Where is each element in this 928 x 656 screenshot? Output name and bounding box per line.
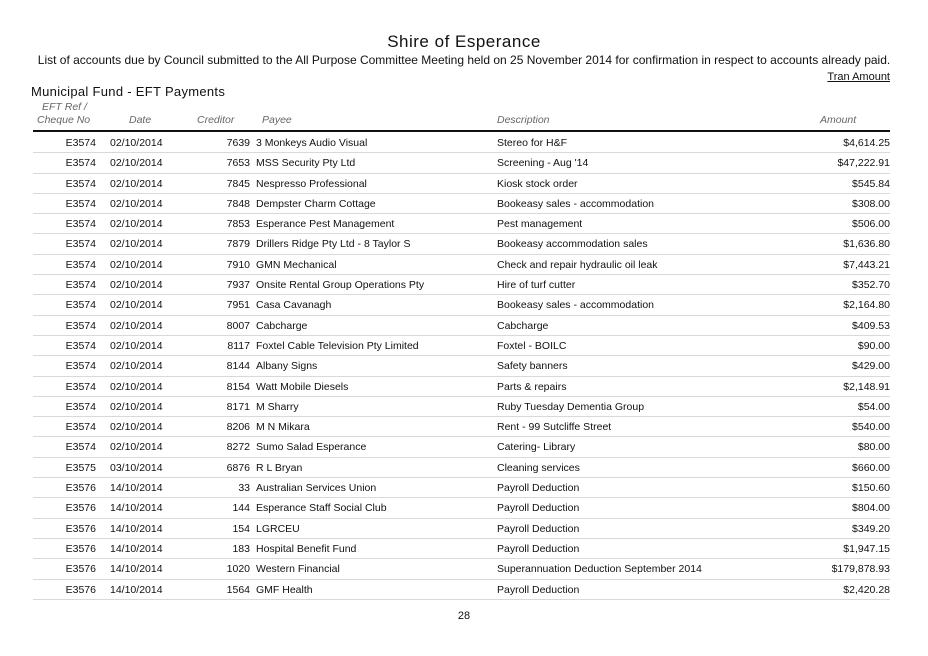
cell-creditor: 1564 xyxy=(226,583,250,596)
cell-amount: $660.00 xyxy=(852,461,890,474)
cell-creditor: 7951 xyxy=(226,299,250,312)
cell-date: 14/10/2014 xyxy=(110,502,163,515)
cell-payee: 3 Monkeys Audio Visual xyxy=(256,137,368,149)
cell-ref: E3576 xyxy=(65,522,96,535)
cell-date: 14/10/2014 xyxy=(110,482,163,495)
cell-date: 02/10/2014 xyxy=(110,421,163,434)
cell-payee: Esperance Staff Social Club xyxy=(256,502,387,515)
cell-payee: Esperance Pest Management xyxy=(256,218,395,231)
table-row xyxy=(33,356,890,376)
cell-amount: $506.00 xyxy=(852,218,890,231)
table-row xyxy=(33,559,890,579)
cell-ref: E3574 xyxy=(65,137,96,149)
cell-payee: Foxtel Cable Television Pty Limited xyxy=(256,339,419,352)
cell-payee: M Sharry xyxy=(256,400,299,413)
cell-ref: E3574 xyxy=(65,177,96,190)
cell-description: Bookeasy sales - accommodation xyxy=(497,299,654,312)
cell-ref: E3576 xyxy=(65,563,96,576)
cell-amount: $54.00 xyxy=(857,400,890,413)
cell-description: Hire of turf cutter xyxy=(497,279,576,292)
cell-creditor: 33 xyxy=(238,482,250,495)
cell-description: Kiosk stock order xyxy=(497,177,578,190)
cell-creditor: 7653 xyxy=(226,157,250,170)
table-row xyxy=(33,194,890,214)
cell-ref: E3576 xyxy=(65,502,96,515)
table-row xyxy=(33,397,890,417)
cell-payee: Drillers Ridge Pty Ltd - 8 Taylor S xyxy=(256,238,411,251)
cell-description: Safety banners xyxy=(497,360,568,373)
cell-ref: E3574 xyxy=(65,258,96,271)
cell-payee: Onsite Rental Group Operations Pty xyxy=(256,279,425,292)
cell-date: 02/10/2014 xyxy=(110,319,163,332)
cell-description: Payroll Deduction xyxy=(497,502,580,515)
cell-creditor: 6876 xyxy=(226,461,250,474)
cell-creditor: 7845 xyxy=(226,177,250,190)
cell-amount: $179,878.93 xyxy=(831,563,890,576)
cell-creditor: 154 xyxy=(232,522,250,535)
cell-payee: Nespresso Professional xyxy=(256,177,367,190)
cell-creditor: 8171 xyxy=(226,400,250,413)
cell-creditor: 183 xyxy=(232,542,250,555)
cell-amount: $2,148.91 xyxy=(843,380,890,393)
cell-creditor: 1020 xyxy=(226,563,250,576)
cell-amount: $2,420.28 xyxy=(843,583,890,596)
cell-creditor: 7937 xyxy=(226,279,250,292)
cell-creditor: 8117 xyxy=(227,339,250,352)
cell-date: 02/10/2014 xyxy=(110,279,163,292)
cell-description: Bookeasy sales - accommodation xyxy=(497,197,654,210)
table-row xyxy=(33,133,890,153)
cell-payee: LGRCEU xyxy=(256,522,300,535)
cell-payee: Hospital Benefit Fund xyxy=(256,542,357,555)
cell-amount: $2,164.80 xyxy=(843,299,890,312)
header-creditor: Creditor xyxy=(197,114,235,126)
cell-ref: E3574 xyxy=(65,339,96,352)
cell-creditor: 7879 xyxy=(226,238,250,251)
cell-creditor: 8154 xyxy=(226,380,250,393)
cell-amount: $7,443.21 xyxy=(843,258,890,271)
cell-date: 14/10/2014 xyxy=(110,522,163,535)
cell-creditor: 8144 xyxy=(226,360,250,373)
cell-ref: E3574 xyxy=(65,421,96,434)
cell-date: 02/10/2014 xyxy=(110,218,163,231)
cell-payee: GMN Mechanical xyxy=(256,258,337,271)
cell-amount: $804.00 xyxy=(852,502,890,515)
cell-ref: E3574 xyxy=(65,279,96,292)
cell-description: Cabcharge xyxy=(497,319,549,332)
cell-ref: E3574 xyxy=(65,299,96,312)
table-row xyxy=(33,153,890,173)
cell-amount: $47,222.91 xyxy=(837,157,890,170)
cell-ref: E3574 xyxy=(65,360,96,373)
cell-description: Bookeasy accommodation sales xyxy=(497,238,648,251)
cell-ref: E3575 xyxy=(65,461,96,474)
cell-amount: $1,636.80 xyxy=(843,238,890,251)
cell-description: Screening - Aug '14 xyxy=(497,157,589,170)
cell-payee: Australian Services Union xyxy=(256,482,377,495)
header-ref-line1: EFT Ref / xyxy=(42,101,87,113)
cell-ref: E3574 xyxy=(65,197,96,210)
table-row xyxy=(33,174,890,194)
document-title: Shire of Esperance xyxy=(387,32,541,51)
cell-amount: $429.00 xyxy=(852,360,890,373)
cell-ref: E3574 xyxy=(65,157,96,170)
cell-description: Payroll Deduction xyxy=(497,522,580,535)
cell-payee: Casa Cavanagh xyxy=(256,299,332,312)
cell-date: 02/10/2014 xyxy=(110,137,163,149)
cell-date: 02/10/2014 xyxy=(110,441,163,454)
cell-amount: $352.70 xyxy=(852,279,890,292)
cell-description: Cleaning services xyxy=(497,461,580,474)
cell-date: 02/10/2014 xyxy=(110,380,163,393)
cell-amount: $540.00 xyxy=(852,421,890,434)
tran-amount-label: Tran Amount xyxy=(827,71,890,83)
header-ref-line2: Cheque No xyxy=(37,114,91,126)
cell-payee: M N Mikara xyxy=(256,421,310,434)
fund-title: Municipal Fund - EFT Payments xyxy=(31,84,226,99)
cell-payee: Sumo Salad Esperance xyxy=(256,441,367,454)
cell-amount: $80.00 xyxy=(857,441,890,454)
header-payee: Payee xyxy=(262,114,292,126)
cell-description: Pest management xyxy=(497,218,583,231)
cell-description: Check and repair hydraulic oil leak xyxy=(497,258,658,271)
cell-date: 02/10/2014 xyxy=(110,400,163,413)
cell-amount: $545.84 xyxy=(852,177,890,190)
table-row xyxy=(33,498,890,518)
cell-creditor: 8007 xyxy=(226,319,250,332)
cell-description: Payroll Deduction xyxy=(497,482,580,495)
table-row xyxy=(33,519,890,539)
table-row xyxy=(33,437,890,457)
table-row xyxy=(33,214,890,234)
cell-date: 02/10/2014 xyxy=(110,339,163,352)
header-description: Description xyxy=(497,114,550,126)
cell-amount: $308.00 xyxy=(852,197,890,210)
cell-creditor: 144 xyxy=(232,502,250,515)
table-row xyxy=(33,275,890,295)
header-amount: Amount xyxy=(820,114,857,126)
cell-description: Payroll Deduction xyxy=(497,583,580,596)
cell-description: Rent - 99 Sutcliffe Street xyxy=(497,421,612,434)
table-row xyxy=(33,458,890,478)
header-divider xyxy=(33,130,890,132)
cell-ref: E3574 xyxy=(65,319,96,332)
cell-ref: E3574 xyxy=(65,400,96,413)
table-row xyxy=(33,377,890,397)
table-row xyxy=(33,539,890,559)
page-number: 28 xyxy=(457,610,471,622)
cell-amount: $1,947.15 xyxy=(843,542,890,555)
cell-payee: GMF Health xyxy=(256,583,313,596)
table-row xyxy=(33,478,890,498)
cell-ref: E3576 xyxy=(65,482,96,495)
cell-payee: Cabcharge xyxy=(256,319,308,332)
document-subtitle: List of accounts due by Council submitted to the All Purpose Committee Meeting held on 25 November 2014 for confirmation in respect to accounts already paid. xyxy=(37,53,891,67)
cell-date: 02/10/2014 xyxy=(110,360,163,373)
cell-payee: Albany Signs xyxy=(256,360,318,373)
cell-description: Parts & repairs xyxy=(497,380,567,393)
cell-date: 02/10/2014 xyxy=(110,238,163,251)
cell-date: 02/10/2014 xyxy=(110,258,163,271)
cell-date: 14/10/2014 xyxy=(110,542,163,555)
table-row xyxy=(33,417,890,437)
cell-payee: Western Financial xyxy=(256,563,340,576)
table-row xyxy=(33,295,890,315)
cell-creditor: 7639 xyxy=(226,137,250,149)
table-row xyxy=(33,255,890,275)
cell-amount: $4,614.25 xyxy=(843,137,890,149)
cell-description: Stereo for H&F xyxy=(497,137,568,149)
cell-payee: MSS Security Pty Ltd xyxy=(256,157,356,170)
cell-date: 02/10/2014 xyxy=(110,197,163,210)
header-date: Date xyxy=(129,114,152,126)
cell-date: 14/10/2014 xyxy=(110,563,163,576)
cell-creditor: 8272 xyxy=(226,441,250,454)
cell-ref: E3576 xyxy=(65,542,96,555)
cell-ref: E3574 xyxy=(65,441,96,454)
cell-ref: E3574 xyxy=(65,218,96,231)
table-row xyxy=(33,336,890,356)
cell-date: 02/10/2014 xyxy=(110,177,163,190)
cell-ref: E3574 xyxy=(65,380,96,393)
cell-creditor: 7853 xyxy=(226,218,250,231)
cell-payee: Watt Mobile Diesels xyxy=(256,380,349,393)
table-row xyxy=(33,316,890,336)
cell-creditor: 8206 xyxy=(226,421,250,434)
payments-table xyxy=(33,133,890,600)
cell-amount: $90.00 xyxy=(857,339,890,352)
cell-payee: Dempster Charm Cottage xyxy=(256,197,376,210)
cell-description: Superannuation Deduction September 2014 xyxy=(497,563,702,576)
table-row xyxy=(33,580,890,600)
table-row xyxy=(33,234,890,254)
cell-date: 14/10/2014 xyxy=(110,583,163,596)
cell-amount: $150.60 xyxy=(852,482,890,495)
cell-description: Ruby Tuesday Dementia Group xyxy=(497,400,645,413)
cell-description: Catering- Library xyxy=(497,441,576,454)
cell-description: Foxtel - BOILC xyxy=(497,339,567,352)
cell-payee: R L Bryan xyxy=(256,461,303,474)
cell-amount: $409.53 xyxy=(852,319,890,332)
cell-ref: E3576 xyxy=(65,583,96,596)
cell-creditor: 7848 xyxy=(226,197,250,210)
cell-amount: $349.20 xyxy=(852,522,890,535)
cell-ref: E3574 xyxy=(65,238,96,251)
cell-description: Payroll Deduction xyxy=(497,542,580,555)
cell-date: 02/10/2014 xyxy=(110,157,163,170)
cell-date: 02/10/2014 xyxy=(110,299,163,312)
cell-creditor: 7910 xyxy=(226,258,250,271)
cell-date: 03/10/2014 xyxy=(110,461,163,474)
